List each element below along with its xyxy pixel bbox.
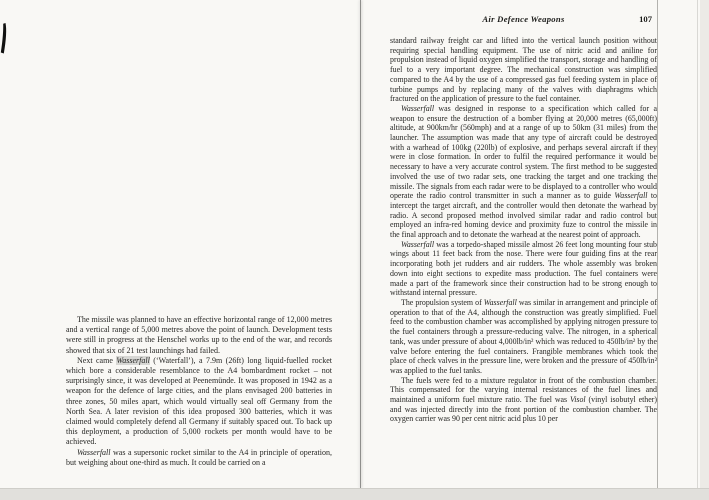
paragraph bbox=[66, 315, 332, 356]
text-run: standard railway freight car and lifted into the vertical launch position without requiring special handling equipment. The use of nitric acid and aniline for propulsion instead of liquid oxygen simplified the transport, storage and handling of fuel to a very important degree. The mechanical construction was simplified compared to the A4 by the use of a compressed gas fuel feeding system in place of turbine pumps and by replacing many of the valves with diaphragms which fractured on the application of pressure to the fuel container. bbox=[390, 36, 657, 104]
scan-bottom-band bbox=[0, 488, 709, 500]
text-run: The propulsion system of bbox=[401, 297, 484, 307]
running-header bbox=[390, 14, 657, 26]
text-run: was a supersonic rocket similar to the A4 in principle of operation, but weighing about one-third as much. It could be carried on a bbox=[66, 447, 332, 467]
text-run: Next came bbox=[77, 355, 117, 365]
page-edge-line bbox=[657, 0, 658, 488]
header-title: Air Defence Weapons bbox=[482, 14, 565, 24]
paragraph bbox=[390, 376, 657, 425]
text-run: Visol bbox=[569, 395, 586, 405]
text-run: Wasserfall bbox=[483, 297, 517, 307]
paragraph bbox=[390, 240, 657, 298]
text-run: Wasserfall bbox=[401, 239, 435, 249]
page-number: 107 bbox=[639, 14, 652, 24]
text-run: was similar in arrangement and principle of operation to that of the A4, although the construction was greatly simplified. Fuel feed to the combustion chamber was accomplished by applying nitrogen pressure to the fuel containers through a pressure-reducing valve. The nitrogen, in a spherical tank, was under pressure of about 4,000lb/in² which was reduced to 450lb/in² by the valve before entering the fuel containers. Frangible membranes which took the place of check valves in the pressure line, were broken and the pressure of 450lb/in² was applied to the fuel tanks. bbox=[390, 297, 657, 375]
page-gutter-line bbox=[360, 0, 361, 488]
text-run: was a torpedo-shaped missile almost 26 feet long mounting four stub wings about 11 feet back from the nose. There were four guiding fins at the rear incorporating both jet rudders and air rudders. The whole assembly was broken down into eight sections to expedite mass production. The fuel containers were made a part of the framework since their construction had to be strong enough to withstand internal pressure. bbox=[390, 239, 657, 298]
right-page-text bbox=[390, 36, 657, 480]
ink-mark bbox=[0, 23, 10, 55]
text-run: The missile was planned to have an effective horizontal range of 12,000 metres and a vertical range of 5,000 metres above the point of launch. Development tests were still in progress at the Henschel works up to the end of the war, and records showed that six of 21 test launchings had failed. bbox=[66, 315, 332, 355]
paragraph bbox=[390, 36, 657, 104]
scan-edge-line bbox=[697, 0, 698, 488]
text-run: was designed in response to a specification which called for a weapon to ensure the destruction of a bomber flying at 20,000 metres (65,000ft) altitude, at 900km/hr (560mph) and at a range of up to 50km (31 miles) from the launcher. The assumption was made that any type of aircraft could be destroyed with a warhead of 100kg (220lb) of explosive, and perhaps several aircraft if they were in close formation. In order to fulfil the required performance it would be necessary to have a very accurate control system. The first method to be suggested involved the use of two radar sets, one tracking the target and one tracking the missile. The signals from each radar were to be displayed to a controller who would operate the radio control transmitter in such a manner as to guide bbox=[390, 103, 657, 201]
paragraph bbox=[390, 104, 657, 240]
text-run: Wasserfall bbox=[401, 103, 435, 113]
text-run: The fuels were fed to a mixture regulator in front of the combustion chamber. This compensated for the varying internal resistances of the fuel lines and maintained a uniform fuel mixture ratio. The fuel was bbox=[390, 375, 657, 405]
highlighted-term: Wasserfall bbox=[116, 355, 150, 365]
text-run: Wasserfall bbox=[614, 191, 648, 201]
text-run: (vinyl isobutyl ether) and was injected directly into the front portion of the combustion chamber. The oxygen carrier was 90 per cent nitric acid plus 10 per bbox=[390, 395, 657, 424]
paragraph bbox=[66, 448, 332, 468]
text-run: (‘Waterfall’), a 7.9m (26ft) long liquid-fuelled rocket which bore a considerable resemblance to the A4 bombardment rocket – not surprisingly since, it was developed at Peenemünde. It was proposed in 1942 as a weapon for the defence of large cities, and the plans envisaged 200 batteries in three zones, 50 miles apart, which would virtually seal off Germany from the North Sea. A later revision of this idea proposed 300 batteries, which it was claimed would completely defend all Germany if suitably spaced out. To back up this deployment, a production of 5,000 rockets per month would have to be achieved. bbox=[66, 355, 332, 447]
scan-edge-strip bbox=[700, 0, 709, 488]
paragraph bbox=[66, 356, 332, 448]
left-page-text bbox=[66, 315, 332, 483]
text-run: Wasserfall bbox=[77, 447, 111, 457]
paragraph bbox=[390, 298, 657, 376]
text-run: to intercept the target aircraft, and the controller would then detonate the warhead by radio. A second proposed method involved similar radar and radio control but employed an infra-red homing device and proximity fuze to control the missile in the final approach and to detonate the warhead at the nearest point of approach. bbox=[390, 191, 657, 240]
